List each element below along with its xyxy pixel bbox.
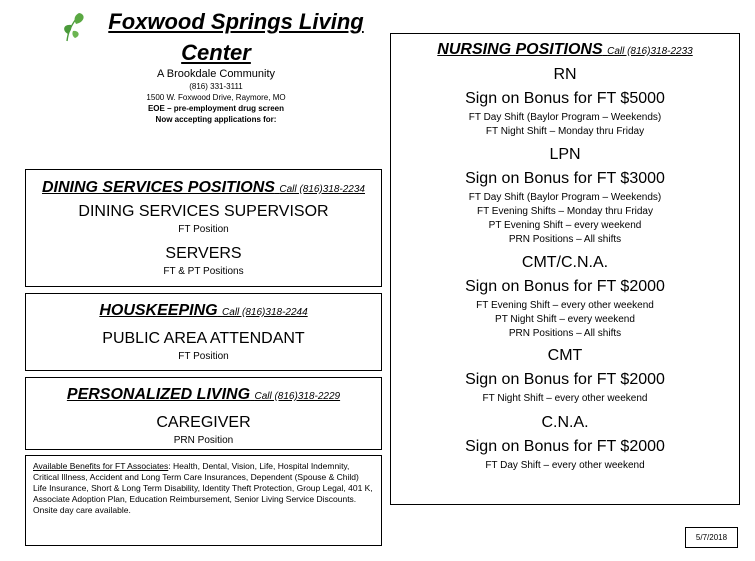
position-note: PRN Position — [173, 435, 234, 446]
section-title — [26, 177, 381, 201]
shift-line: PT Night Shift – every weekend — [495, 314, 635, 325]
sign-on-bonus: Sign on Bonus for FT $3000 — [465, 170, 665, 187]
role-block-lpn — [391, 143, 739, 247]
org-header — [60, 6, 372, 125]
dining-title: DINING SERVICES POSITIONS — [41, 179, 275, 196]
benefits-text: : Health, Dental, Vision, Life, Hospital Indemnity, Critical Illness, Accident and Long Term Care Insurances, Dependent (Spouse & Child) Life Insurance, Short & Long Term Disability, Identity Theft Protection, Group Legal, 401 K, Associate Adoption Plan, Education Reimbursement, Senior Living Service Discounts. Onsite day care available. — [33, 461, 373, 515]
nursing-title: NURSING POSITIONS — [437, 41, 603, 58]
position-note: FT Position — [178, 224, 229, 235]
dining-services-section — [25, 169, 382, 287]
role-name: CMT/C.N.A. — [521, 254, 609, 271]
personalized-call: Call (816)318-2229 — [254, 391, 341, 402]
housekeeping-call: Call (816)318-2244 — [222, 307, 308, 318]
role-block-rn — [391, 63, 739, 139]
date-stamp — [685, 527, 738, 548]
org-address: 1500 W. Foxwood Drive, Raymore, MO — [146, 93, 286, 102]
section-title — [26, 384, 381, 408]
position-name: PUBLIC AREA ATTENDANT — [102, 330, 305, 347]
accepting-note: Now accepting applications for: — [155, 115, 277, 124]
shift-line: PRN Positions – All shifts — [508, 328, 622, 339]
role-block-cmt-cna — [391, 251, 739, 341]
org-name: Foxwood Springs Living — [108, 9, 364, 34]
sign-on-bonus: Sign on Bonus for FT $2000 — [465, 371, 665, 388]
sign-on-bonus: Sign on Bonus for FT $5000 — [465, 90, 665, 107]
shift-line: PRN Positions – All shifts — [508, 234, 622, 245]
dining-call: Call (816)318-2234 — [279, 184, 365, 195]
role-block-cna — [391, 411, 739, 473]
shift-line: FT Day Shift (Baylor Program – Weekends) — [468, 192, 662, 203]
housekeeping-title: HOUSKEEPING — [99, 302, 218, 319]
shift-line: FT Evening Shifts – Monday thru Friday — [476, 206, 653, 217]
role-name: LPN — [549, 146, 581, 163]
sign-on-bonus: Sign on Bonus for FT $2000 — [465, 438, 665, 455]
shift-line: FT Night Shift – every other weekend — [482, 393, 648, 404]
shift-line: FT Day Shift – every other weekend — [485, 460, 645, 471]
tagline: A Brookdale Community — [157, 68, 275, 80]
housekeeping-section — [25, 293, 382, 371]
personalized-living-section — [25, 377, 382, 450]
role-name: RN — [553, 66, 577, 83]
role-name: C.N.A. — [541, 414, 589, 431]
nursing-call: Call (816)318-2233 — [607, 46, 693, 57]
benefits-label: Available Benefits for FT Associates — [33, 461, 169, 471]
personalized-title: PERSONALIZED LIVING — [66, 386, 251, 403]
sign-on-bonus: Sign on Bonus for FT $2000 — [465, 278, 665, 295]
section-title — [391, 39, 739, 63]
role-block-cmt — [391, 344, 739, 406]
nursing-section — [390, 33, 740, 505]
org-phone: (816) 331-3111 — [189, 82, 243, 91]
shift-line: FT Night Shift – Monday thru Friday — [485, 126, 645, 137]
benefits-section — [25, 455, 382, 546]
section-title — [26, 300, 381, 324]
shift-line: FT Evening Shift – every other weekend — [476, 300, 654, 311]
position-note: FT & PT Positions — [163, 266, 244, 277]
date-text: 5/7/2018 — [695, 533, 728, 542]
position-note: FT Position — [178, 351, 229, 362]
shift-line: PT Evening Shift – every weekend — [488, 220, 642, 231]
shift-line: FT Day Shift (Baylor Program – Weekends) — [468, 112, 662, 123]
position-name: SERVERS — [165, 245, 242, 262]
eoe-note: EOE – pre-employment drug screen — [147, 104, 285, 113]
org-name-line2: Center — [181, 40, 251, 65]
position-name: DINING SERVICES SUPERVISOR — [78, 203, 329, 220]
role-name: CMT — [547, 347, 583, 364]
position-name: CAREGIVER — [156, 414, 251, 431]
